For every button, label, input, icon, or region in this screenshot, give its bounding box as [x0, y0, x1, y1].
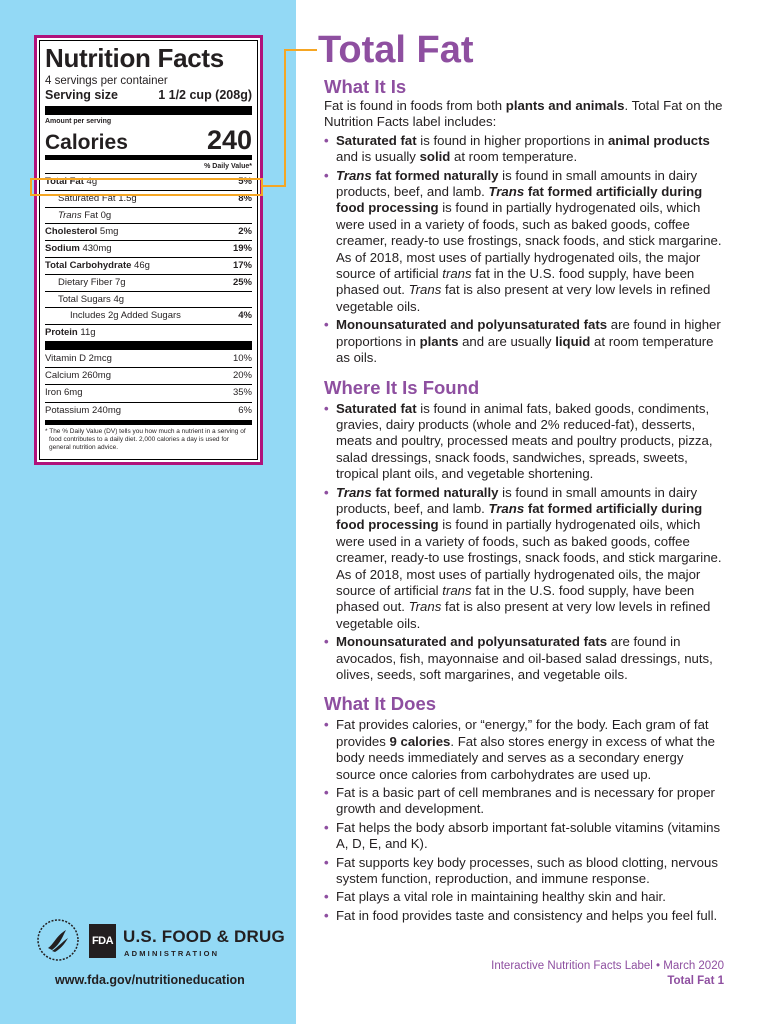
fda-url[interactable]: www.fda.gov/nutritioneducation: [55, 973, 245, 987]
nutrient-name: Includes 2g Added Sugars: [70, 310, 181, 322]
list-item: • Monounsaturated and polyunsaturated fats are found in avocados, fish, mayonnaise and oil-based salad dressings, nuts, olives, seeds, soft margarines, and vegetable oils.: [324, 634, 726, 683]
nutrient-dv: 2%: [238, 226, 252, 238]
vitamin-dv: 10%: [232, 352, 252, 364]
list-item: • Monounsaturated and polyunsaturated fats are found in higher proportions in plants and are usually liquid at room temperature as oils.: [324, 317, 726, 366]
list-item: • Fat in food provides taste and consistency and helps you feel full.: [324, 908, 726, 924]
nutrient-name: Total Sugars: [58, 293, 111, 305]
section-heading: What It Is: [324, 76, 407, 97]
nutrient-name: Cholesterol: [45, 226, 98, 238]
page-title: Total Fat: [318, 29, 474, 71]
nutrient-dv: 5%: [238, 176, 252, 187]
divider-thick: [45, 341, 252, 350]
nutrition-facts-label: [39, 40, 258, 460]
servings-per-container: 4 servings per container: [45, 75, 168, 87]
list-item: • Fat is a basic part of cell membranes and is necessary for proper growth and development.: [324, 785, 726, 818]
fda-name: U.S. FOOD & DRUG: [123, 927, 285, 946]
divider-medium: [45, 420, 252, 425]
list-item: • Trans fat formed naturally is found in small amounts in dairy products, beef, and lamb. Trans fat formed artificially during food processing is found in partially hydrogenated oils, which were used in a variety of foods, such as baked goods, coffee creamer, ready-to use frostings, snack foods, and stick margarine. As of 2018, most uses of partially hydrogenated oils, the major source of artificial trans fat in the U.S. food supply, have been phased out. Trans fat is also present at very low levels in refined vegetable oils.: [324, 485, 726, 633]
fda-logo-badge: FDA: [89, 924, 116, 958]
list-item: • Fat supports key body processes, such as blood clotting, nervous system function, reproduction, and immune response.: [324, 855, 726, 888]
nutrient-row-total-carbohydrate: [45, 257, 252, 274]
footer-page-label: Total Fat 1: [667, 975, 724, 987]
list-item: • Saturated fat is found in animal fats, baked goods, condiments, gravies, dairy products (whole and 2% reduced-fat), desserts, meats and poultry, processed meats and poultry products, pizza, salad dressings, snack foods, sandwiches, spreads, sweets, tropical plant oils, and vegetable shortening.: [324, 401, 726, 483]
list-item: • Fat provides calories, or “energy,” for the body. Each gram of fat provides 9 calories. Fat also stores energy in excess of what the body needs immediately and serves as a secondary energy source once calories from carbohydrates are used up.: [324, 717, 726, 783]
nutrient-name: Dietary Fiber: [58, 276, 113, 288]
list-item: • Saturated fat is found in higher proportions in animal products and is usually solid at room temperature.: [324, 133, 726, 166]
section-heading: Where It Is Found: [324, 376, 480, 398]
nutrient-dv: 25%: [232, 276, 252, 288]
nutrient-name: Protein: [45, 327, 78, 339]
divider-thick: [45, 106, 252, 115]
nutrient-name: Sodium: [45, 243, 80, 255]
nutrient-amount: 46g: [134, 259, 150, 271]
nutrient-row-sodium: [45, 240, 252, 257]
vitamin-name: Calcium 260mg: [45, 370, 111, 382]
bullet-list: [324, 401, 726, 684]
nutrient-dv: 17%: [232, 259, 252, 271]
nutrient-amount: 4g: [113, 293, 125, 305]
amount-per-serving: Amount per serving: [45, 118, 112, 125]
vitamin-dv: 6%: [238, 404, 252, 416]
daily-value-footnote: * The % Daily Value (DV) tells you how much a nutrient in a serving of food contributes to a daily diet. 2,000 calories a day is used for general nutrition advice.: [45, 427, 246, 451]
vitamin-row: [45, 351, 252, 367]
nutrient-dv: 4%: [238, 310, 252, 322]
nutrient-name: Saturated Fat: [58, 192, 116, 204]
nutrient-row-protein: [45, 324, 252, 341]
fda-administration: ADMINISTRATION: [124, 949, 220, 958]
section-where-found: [324, 377, 726, 684]
nutrient-amount: 1.5g: [118, 192, 137, 204]
calories-value: 240: [206, 125, 252, 155]
vitamin-dv: 35%: [232, 387, 252, 399]
nutrient-row-trans-fat: [45, 207, 252, 224]
nutrient-amount: 430mg: [82, 243, 112, 255]
vitamin-row: [45, 384, 252, 401]
vitamin-name: Iron 6mg: [45, 387, 83, 399]
section-what-it-does: [324, 693, 726, 924]
nutrient-amount: 7g: [115, 276, 126, 288]
divider-medium: [45, 155, 252, 160]
nutrient-amount: 5mg: [99, 226, 119, 238]
vitamin-row: [45, 367, 252, 384]
daily-value-header: % Daily Value*: [204, 163, 252, 170]
calories-label: Calories: [45, 131, 128, 154]
nutrient-amount: Fat 0g: [84, 209, 112, 221]
list-item: • Fat plays a vital role in maintaining healthy skin and hair.: [324, 889, 726, 905]
nutrient-amount: 4g: [86, 176, 98, 187]
serving-size-value: 1 1/2 cup (208g): [158, 88, 252, 102]
bullet-list: [324, 133, 726, 367]
hhs-seal-icon: [36, 918, 80, 962]
nutrient-row-total-sugars: [45, 291, 252, 308]
nutrient-row-dietary-fiber: [45, 274, 252, 291]
vitamin-name: Vitamin D 2mcg: [45, 352, 112, 364]
nutrient-amount: 11g: [80, 327, 96, 339]
serving-size-label: Serving size: [45, 88, 118, 102]
main-content: [318, 29, 726, 926]
nutrient-name: Total Carbohydrate: [45, 259, 132, 271]
total-fat-highlight: [30, 178, 263, 196]
nutrient-row-added-sugars: [45, 307, 252, 324]
nutrient-name: Total Fat: [45, 176, 84, 187]
vitamin-name: Potassium 240mg: [45, 404, 122, 416]
highlight-connector: [263, 48, 317, 188]
vitamin-row: [45, 402, 252, 419]
list-item: • Trans fat formed naturally is found in small amounts in dairy products, beef, and lamb. Trans fat formed artificially during food processing is found in partially hydrogenated oils, which were used in a variety of foods, such as baked goods, coffee creamer, ready-to use frostings, snack foods, and stick margarine. As of 2018, most uses of partially hydrogenated oils, the major source of artificial trans fat in the U.S. food supply, have been phased out. Trans fat is also present at very low levels in refined vegetable oils.: [324, 168, 726, 316]
serving-size-row: [45, 88, 252, 103]
label-title: Nutrition Facts: [45, 43, 224, 73]
bullet-list: [324, 717, 726, 924]
section-heading: What It Does: [324, 693, 437, 715]
list-item: • Fat helps the body absorb important fat-soluble vitamins (vitamins A, D, E, and K).: [324, 820, 726, 853]
nutrition-label-frame: [34, 35, 263, 465]
nutrient-row-cholesterol: [45, 223, 252, 240]
section-what-it-is: [324, 76, 726, 367]
calories-row: [45, 126, 252, 154]
vitamin-dv: 20%: [232, 370, 252, 382]
nutrient-name: Trans: [58, 209, 82, 221]
nutrient-dv: 19%: [232, 243, 252, 255]
footer-series-line: Interactive Nutrition Facts Label • March 2020: [491, 960, 724, 972]
nutrient-dv: 8%: [238, 192, 252, 204]
section-intro: Fat is found in foods from both plants and animals. Total Fat on the Nutrition Facts label includes:: [324, 98, 723, 130]
